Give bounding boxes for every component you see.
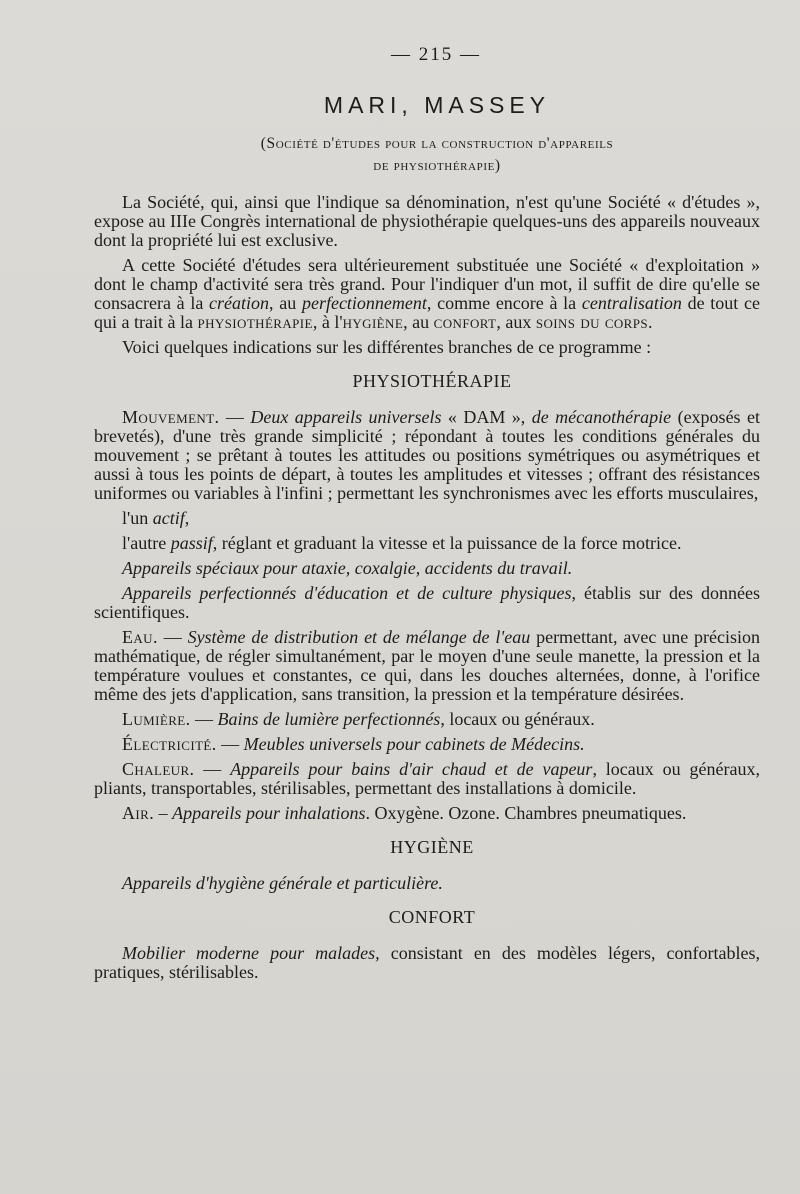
text-run: physiothérapie — [197, 312, 313, 332]
appareils-perfectionnes — [94, 584, 760, 622]
page-number: — 215 — — [391, 44, 481, 65]
text-run: Deux appareils universels — [250, 407, 442, 427]
lumiere-paragraph — [94, 710, 760, 729]
intro-paragraph-1: La Société, qui, ainsi que l'indique sa dénomination, n'est qu'une Société « d'études », expose au IIIe Congrès international de physiothérapie quelques-uns des appareils nouveaux dont la propriété lui est exclusive. — [94, 192, 760, 250]
item-label: Air. — [122, 803, 155, 823]
text-run: A cette Société d'études sera ultérieurement substituée une Société « d'exploitation » dont le champ d'activité sera très grand. Pour l'indiquer d'un mot, il suffit de dire qu'elle se consacrera à la — [94, 255, 760, 313]
text-run: . Oxygène. Ozone. Chambres pneumatiques. — [365, 803, 687, 823]
text-run: passif — [170, 533, 213, 553]
item-label: Eau. — [122, 627, 158, 647]
text-run: (exposés et brevetés), d'une très grande simplicité ; répondant à toutes les conditions générales du mouvement ; se prêtant à toutes les attitudes ou positions symétriques ou asymétriques et aussi à tous les points de départ, à toutes les amplitudes et vitesses ; offrant des résistances uniformes ou variables à l'infini ; permettant les synchronismes avec les efforts musculaires, — [94, 407, 760, 503]
text-run: Appareils pour bains d'air chaud et de vapeur — [230, 759, 593, 779]
text-run: , réglant et graduant la vitesse et la puissance de la force motrice. — [212, 533, 682, 553]
text-run: l'autre — [122, 533, 171, 553]
item-label: Mouvement. — [122, 407, 220, 427]
text-run: , à l' — [312, 312, 343, 332]
text-run: Appareils perfectionnés d'éducation et de culture physiques — [122, 583, 572, 603]
text-run: Meubles universels pour cabinets de Médecins. — [243, 734, 585, 754]
section-heading-hygiene: HYGIÈNE — [390, 837, 474, 857]
text-run: de tout ce qui a trait à la — [94, 293, 760, 332]
section-heading-confort: CONFORT — [388, 907, 476, 927]
intro-paragraph-3: Voici quelques indications sur les différentes branches de ce programme : — [122, 337, 652, 357]
text-run: — — [219, 407, 251, 427]
text-run: « DAM », — [441, 407, 532, 427]
section-heading-physiotherapie: PHYSIOTHÉRAPIE — [352, 371, 512, 391]
text-run: l'un — [122, 508, 153, 528]
item-label: Chaleur. — [122, 759, 195, 779]
text-run: permettant, avec une précision mathématique, de régler simultanément, par le moyen d'une seule manette, la pression et la température voulues et constantes, ce qui, dans les douches alternées, donne, à l'orifice même des jets d'application, sans transition, la pression et la température désirées. — [94, 627, 761, 704]
text-run: , aux — [496, 312, 536, 332]
subtitle-line-2: de physiothérapie) — [373, 157, 501, 174]
text-run: Appareils spéciaux pour ataxie, coxalgie, accidents du travail. — [122, 558, 573, 578]
text-run: , au — [269, 293, 302, 313]
text-run: , établis sur des données scientifiques. — [94, 583, 760, 622]
text-run: — — [194, 759, 231, 779]
air-paragraph — [94, 804, 760, 823]
text-run: confort — [433, 312, 497, 332]
mouvement-paragraph — [94, 408, 760, 503]
text-run: Bains de lumière perfectionnés — [217, 709, 441, 729]
text-run: perfectionnement — [301, 293, 427, 313]
item-label: Électricité. — [122, 734, 217, 754]
mouvement-un-actif — [94, 509, 760, 528]
text-run: actif — [152, 508, 185, 528]
text-run: soins du corps — [535, 312, 649, 332]
text-run: — — [190, 709, 218, 729]
text-run: , au — [403, 312, 434, 332]
text-run: – — [154, 803, 173, 823]
text-run: Appareils d'hygiène générale et particulière. — [122, 873, 443, 893]
appareils-speciaux — [94, 559, 760, 578]
text-run: , — [184, 508, 190, 528]
text-run: — — [157, 627, 188, 647]
page-subtitle — [94, 133, 760, 177]
text-run: . — [648, 312, 653, 332]
text-run: consistant en des modèles légers, confortables, pratiques, stérilisables. — [94, 943, 760, 982]
text-run: , locaux ou généraux, pliants, transportables, stérilisables, permettant des installations à domicile. — [94, 759, 760, 798]
eau-paragraph — [94, 628, 760, 704]
hygiene-paragraph — [94, 874, 760, 893]
mouvement-autre-passif — [94, 534, 760, 553]
page-title: MARI, MASSEY — [323, 92, 551, 118]
text-run: Appareils pour inhalations — [172, 803, 366, 823]
text-run: Système de distribution et de mélange de l'eau — [187, 627, 531, 647]
text-run: de mécanothérapie — [531, 407, 672, 427]
text-run: création — [209, 293, 270, 313]
text-run: , comme encore à la — [426, 293, 582, 313]
intro-paragraph-2 — [94, 256, 760, 332]
text-run: centralisation — [581, 293, 682, 313]
electricite-paragraph — [94, 735, 760, 754]
text-run: hygiène — [342, 312, 404, 332]
confort-paragraph — [94, 944, 760, 982]
item-label: Lumière. — [122, 709, 191, 729]
text-run: — — [216, 734, 244, 754]
chaleur-paragraph — [94, 760, 760, 798]
text-run: , locaux ou généraux. — [440, 709, 595, 729]
subtitle-line-1: (Société d'études pour la construction d'appareils — [260, 135, 614, 152]
text-run: Mobilier moderne pour malades, — [122, 943, 380, 963]
